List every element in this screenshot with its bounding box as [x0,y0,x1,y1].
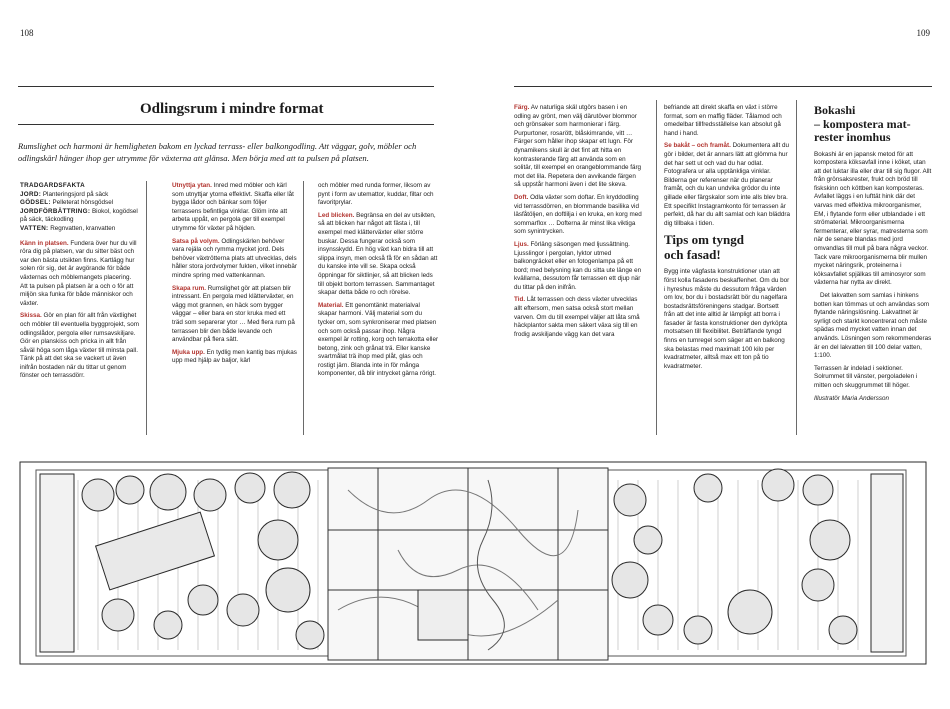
paragraph: Utnyttja ytan. Inred med möbler och kärl som utnyttjar ytorna effektivt. Skaffa eller låt bygga lådor och bänkar som följer terrassens befintliga vinklar. Glöm inte att arbeta uppåt, en pergola ger till exempel utrymme för växter på höjden. [172,182,294,232]
garden-facts [20,182,140,234]
text-column-4 [514,104,642,434]
paragraph: Ljus. Förläng säsongen med ljussättning. Ljusslingor i pergolan, lyktor utmed balkongräcket eller en fotogenlampa på ett bord; med belysning kan du sitta ute länge en kvällarna, dessutom får terrassen ett djup när du tittar på den inifrån. [514,240,642,291]
page-number-left: 108 [20,28,34,38]
table [418,590,468,640]
article-ingress: Rumslighet och harmoni är hemligheten bakom en lyckad terrass- eller balkongodling. Att väggar, golv, möbler och odlingskärl hänger ihop ger utrymme för växterna att glänsa. Men börja med att ta pulsen på platsen. [18,141,417,163]
paragraph: Doft. Odla växter som doftar. En kryddodling vid terrassdörren, en blommande basilika vid läsfåtöljen, en doftlilja i en kruka, en korg med sommarflox … Dofterna är minst lika viktiga som synintrycken. [514,193,642,236]
paragraph: Skissa. Gör en plan för allt från växtlighet och möbler till eventuella byggprojekt, som odlingslådor, pergola eller rumsavskiljare. Gör en planskiss och pricka in allt från såväl höga som låga växter till minsta pall. Tänk på att det ska se vackert ut även inifrån bostaden när du tittar ut genom fönster och terrassdörr. [20,312,140,380]
caption: Terrassen är indelad i sektioner. Solrummet till vänster, pergoladelen i mitten och skuggrummet till höger. [814,364,918,389]
paragraph: Material. Ett genomtänkt materialval skapar harmoni. Välj material som du tycker om, som synkroniserar med platsen och som också passar ihop. Några exempel är rotting, korg och terrakotta eller betong, zink och grånat trä. Eller kanske svartmålat trä ihop med plåt, glas och rostigt järn. Blanda inte in för många komponenter, då blir intrycket gärna rörigt. [318,301,439,378]
top-rule-left [18,86,434,87]
column-divider [303,181,304,435]
sidebar-title: Bokashi – kompostera mat- rester inomhus [814,104,911,144]
terrace-plan-illustration [18,440,931,688]
paragraph: Satsa på volym. Odlingskärlen behöver vara rejäla och rymma mycket jord. Dels behöver växtrötterna plats att utvecklas, dels håller stora jordvolymer fukten, vilket innebär mindre spring med vattenkannan. [172,237,297,279]
paragraph: Tid. Låt terrassen och dess växter utvecklas allt eftersom, men satsa också stort mellan varven. Om du till exempel väljer att låta små häckplantor sakta men säkert växa sig till en frodig avskiljande vägg kan det vara [514,296,640,338]
title-rule [18,124,434,125]
page-number-right: 109 [916,28,930,38]
paragraph: befriande att direkt skaffa en växt i större format, som en maffig fläder. Tålamod och omedelbar tillfredsställelse kan absolut gå hand i hand. [664,104,782,137]
facts-heading: TRÄDGÅRDSFAKTA [20,182,85,189]
paragraph: Skapa rum. Rumslighet gör att platsen blir intressant. En pergola med klätterväxter, en vägg mot grannen, en häck som bygger väggar – eller bara en stor kruka med ett träd som separerar ytor … Med flera rum på terrassen blir den både levande och användbar på flera sätt. [172,284,295,344]
paragraph: Bokashi är en japansk metod för att kompostera köksavfall inne i köket, utan att det luktar illa eller drar till sig flugor. Allt från grönsaksrester, frukt och bröd till fiskskinn och köttben kan komposteras. Avfallet läggs i en lufttät hink där det varvas med effektiva mikroorganismer, EM, i flytande form eller utblandade i ett strömaterial. Mikroorganismerna fermenterar, eller syrar, matresterna som när de senare blandas med jord omvandlas till mull på bara några veckor. Tack vare mikroorganismerna blir mullen mycket näringsrik, proteinerna i köksavfallet spjälkas till aminosyror som växterna har nytta av direkt. [814,150,932,287]
bokashi-sidebar [814,104,932,434]
paragraph: Se bakåt – och framåt. Dokumentera allt du gör i bilder, det är annars lätt att glömma hur det har sett ut och vad du har odlat. Fotografera ur alla upptänkliga vinklar. Bilderna ger referenser när du planerar framåt, och du kan undvika grödor du inte gillade eller färgskalor som inte alls blev bra. Ett specifikt Instagramkonto för terrassen är perfekt, då har du allt samlat och kan bläddra dig tillbaka i tiden. [664,142,790,227]
text-column-2 [172,182,297,434]
column-divider [656,100,657,435]
facts-row: VATTEN: Regnvatten, kranvatten [20,224,116,232]
paragraph: Det lakvatten som samlas i hinkens botten kan tömmas ut och användas som flytande näringslösning. Lakvattnet är syrligt och starkt koncentrerat och måste spädas med mycket vatten innan det används. Lösningen som rekommenderas är en del lakvatten till 100 delar vatten, 1:100. [814,292,932,360]
text-column-1 [20,182,140,434]
facts-row: GÖDSEL: Pelleterat hönsgödsel [20,199,114,207]
paragraph: och möbler med runda former, liksom av pynt i form av utemattor, kuddar, filtar och favoritprylar. [318,182,434,207]
column-divider [796,100,797,435]
planter-box [871,474,903,652]
paragraph: Känn in platsen. Fundera över hur du vill röra dig på platsen, var du sitter bäst och var den bästa utsikten finns. Kartlägg hur solen rör sig, det är avgörande för både växternas och möblemangets placering. Att ta pulsen på platsen är a och o för att miljön ska funka för både människor och växter. [20,239,137,307]
top-rule-right [514,86,932,87]
article-title: Odlingsrum i mindre format [140,101,324,117]
facts-row: JORD: Planteringsjord på säck [20,190,109,198]
planter-box [40,474,74,652]
text-column-3 [318,182,440,434]
column-divider [146,181,147,435]
plant-pot [612,469,857,644]
paragraph: Bygg inte vägfasta konstruktioner utan att först kolla fasadens beskaffenhet. Om du bor i hyreshus måste du dessutom fråga värden om lov, bor du i bostadsrätt bör du nagelfara bostadsrättsföreningens stadgar. Bortsett från att det inte alltid är lämpligt att borra i fasader är fasta konstruktioner den dyrköpta motsatsen till flexibilitet. Beträffande tyngd finns en tumregel som säger att en balkong ska belastas med maximalt 100 kilo per kvadratmeter, alltså max ett ton på tio kvadratmeter. [664,268,790,370]
paragraph: Led blicken. Begränsa en del av utsikten, så att blicken har något att fästa i, till exempel med klätterväxter eller större buskar. Dessa fungerar också som insynsskydd. En hög växt kan bidra till att slippa insyn, men också få för en sådan att du kanske inte vill se. Skapa också öppningar för siktlinjer, så att blicken leds till objekt bortom terrassen. Sammantaget skapar detta både ro och rörelse. [318,211,438,297]
paragraph: Mjuka upp. En tydlig men kantig bas mjukas upp med hjälp av baljor, kärl [172,348,297,365]
tips-subheading: Tips om tyngd och fasad! [664,232,744,263]
illustrator-credit: Illustratör Maria Andersson [814,394,890,402]
bench [96,512,215,590]
text-column-5 [664,104,790,434]
facts-row: JORDFÖRBÄTTRING: Biokol, kogödsel på säck, täckodling [20,207,138,224]
paragraph: Färg. Av naturliga skäl utgörs basen i en odling av grönt, men välj därutöver blommor och grönsaker som harmonierar i färg. Purpurtoner, rosarött, blåskimrande, vitt … Färger som håller ihop skapar ett lugn. För dynamikens skull är det fint att hitta en kontrasterande färg att använda som en solitär, till exempel en orangeblommande färg mot det lila. Repetera den avvikande färgen så uppstår harmoni även i det lite skeva. [514,104,642,189]
